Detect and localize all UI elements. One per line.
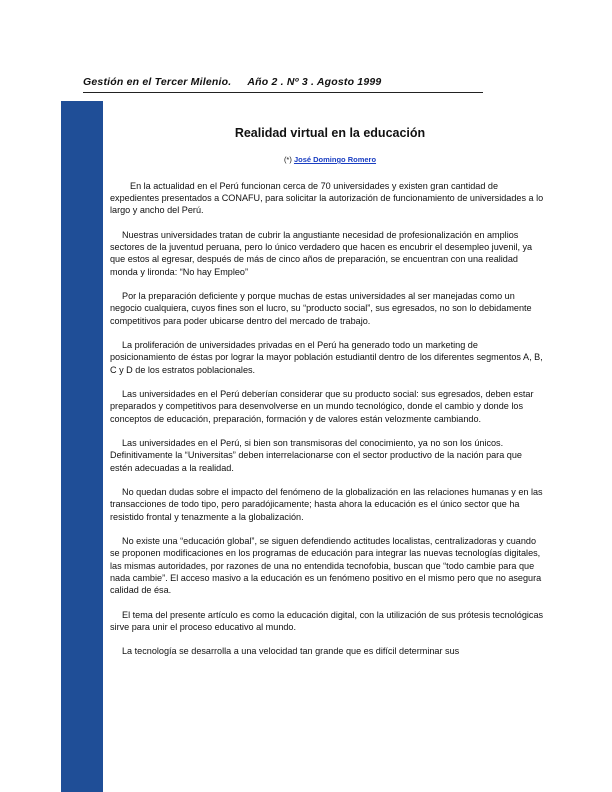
article-title: Realidad virtual en la educación: [234, 126, 426, 140]
paragraph: No existe una “educación global”, se siguen defendiendo actitudes localistas, centralizadoras y cuando se proponen modificaciones en los programas de educación para integrar las nuevas tecnologías digitales, las mismas autoridades, por razones de una no entendida tecnofobia, buscan que “todo cambie para que nada cambie”. El acceso masivo a la educación es un fenómeno positivo en el mismo pero que no asegura calidad de ésa.: [110, 536, 542, 596]
paragraph: En la actualidad en el Perú funcionan cerca de 70 universidades y existen gran cantidad de expedientes presentados a CONAFU, para solicitar la autorización de funcionamiento de universidades a lo largo y ancho del Perú.: [110, 181, 544, 216]
author-link[interactable]: José Domingo Romero: [293, 155, 377, 164]
paragraph: No quedan dudas sobre el impacto del fenómeno de la globalización en las relaciones humanas y en las transacciones de todo tipo, pero paradójicamente; hasta ahora la educación es el único sector que ha resistido frontal y tenazmente a la globalización.: [110, 487, 543, 522]
issue-info: Año 2 . Nº 3 . Agosto 1999: [247, 76, 382, 88]
paragraph: Nuestras universidades tratan de cubrir la angustiante necesidad de profesionalización en amplios sectores de la juventud peruana, pero lo único verdadero que hacen es encubrir el desempleo juvenil, ya que estos al egresar, después de más de cinco años de preparación, se encuentran con una realidad monda y lironda: “No hay Empleo”: [110, 230, 533, 277]
page-header: [83, 76, 483, 88]
paragraph: La proliferación de universidades privadas en el Perú ha generado todo un marketing de posicionamiento de éstas por lograr la mayor población estudiantil dentro de los diferentes segmentos A, B, C y D de los estratos poblacionales.: [110, 340, 543, 375]
header-rule: [83, 92, 483, 93]
paragraph: El tema del presente artículo es como la educación digital, con la utilización de sus prótesis tecnológicas sirve para unir el proceso educativo al mundo.: [110, 609, 544, 632]
paragraph: La tecnología se desarrolla a una velocidad tan grande que es difícil determinar sus: [122, 646, 460, 657]
paragraph: Las universidades en el Perú deberían considerar que su producto social: sus egresados, deben estar preparados y competitivos para desenvolverse en un mundo tecnológico, donde el cambio y donde los conceptos de educación, preparación, formación y de valores están velozmente cambiando.: [110, 389, 534, 424]
sidebar-band: [61, 101, 103, 792]
publication-name: Gestión en el Tercer Milenio.: [83, 76, 232, 88]
article-body: [110, 180, 544, 670]
paragraph: Las universidades en el Perú, si bien son transmisoras del conocimiento, ya no son los únicos. Definitivamente la “Universitas” deben interrelacionarse con el sector productivo de la nación para que estén adecuadas a la realidad.: [110, 438, 522, 473]
paragraph: Por la preparación deficiente y porque muchas de estas universidades al ser manejadas como un negocio cualquiera, cuyos fines son el lucro, su “producto social”, sus egresados, no son lo debidamente competitivos para poder ubicarse dentro del mercado de trabajo.: [110, 291, 532, 326]
byline-prefix: (*): [283, 155, 292, 164]
byline: [110, 155, 550, 164]
